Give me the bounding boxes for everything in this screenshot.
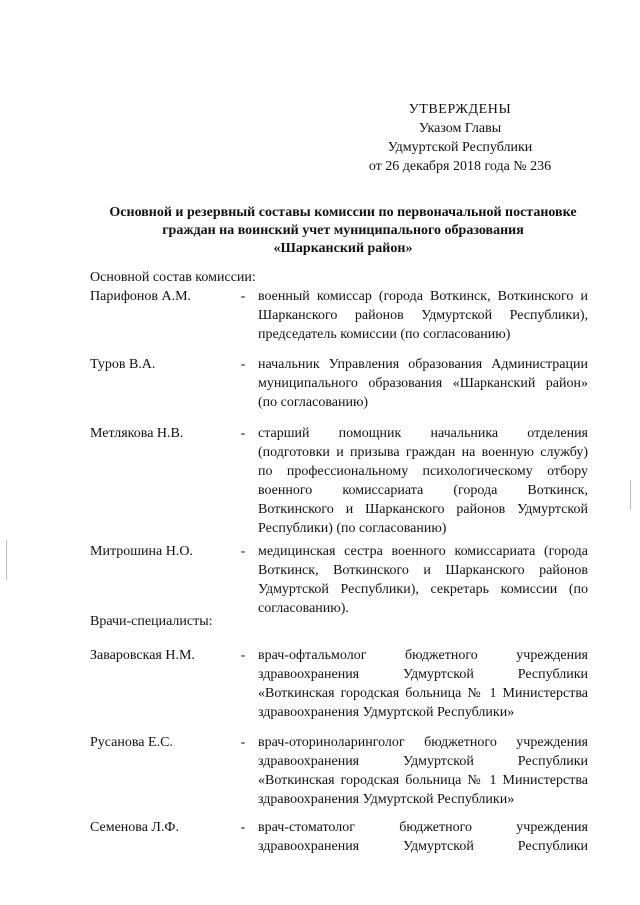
description-line: военного комиссариата (города Воткинск, (258, 483, 588, 498)
specialist-dash: - (240, 820, 246, 835)
scan-artifact (630, 480, 631, 510)
description-line: Республики) (по согласованию) (258, 521, 447, 536)
description-line: старший помощник начальника отделения (258, 426, 588, 441)
description-line: «Воткинская городская больница № 1 Министерства (258, 773, 588, 788)
scan-artifact (6, 540, 7, 580)
approval-date-line: от 26 декабря 2018 года № 236 (368, 159, 552, 174)
description-line: здравоохранения Удмуртской Республики» (258, 705, 515, 720)
description-line: здравоохранения Удмуртской Республики (258, 839, 588, 854)
specialist-dash: - (240, 648, 246, 663)
description-line: врач-оториноларинголог бюджетного учреждения (258, 735, 588, 750)
description-line: здравоохранения Удмуртской Республики (258, 754, 588, 769)
description-line: врач-стоматолог бюджетного учреждения (258, 820, 588, 835)
description-line: «Воткинская городская больница № 1 Министерства (258, 686, 588, 701)
title-line: граждан на воинский учет муниципального образования (162, 223, 524, 238)
member-description (258, 287, 588, 344)
member-name: Парифонов А.М. (90, 289, 192, 304)
approval-heading: УТВЕРЖДЕНЫ (408, 102, 512, 117)
specialist-name: Русанова Е.С. (90, 735, 173, 750)
description-line: муниципального образования «Шарканский район» (258, 376, 588, 391)
member-name: Метлякова Н.В. (90, 426, 184, 441)
description-line: согласованию). (258, 601, 349, 616)
member-dash: - (240, 289, 246, 304)
specialist-name: Заваровская Н.М. (90, 648, 195, 663)
description-line: (по согласованию) (258, 395, 369, 410)
member-description (258, 355, 588, 412)
member-description (258, 542, 588, 618)
member-dash: - (240, 357, 246, 372)
description-line: (подготовки и призыва граждан на военную службу) (258, 445, 588, 460)
member-dash: - (240, 544, 246, 559)
specialist-description (258, 818, 588, 856)
description-line: здравоохранения Удмуртской Республики» (258, 792, 515, 807)
member-description (258, 424, 588, 538)
description-line: Воткинск, Воткинского и Шарканского районов (258, 563, 588, 578)
description-line: Удмуртской Республики), секретарь комиссии (по (258, 582, 588, 597)
description-line: здравоохранения Удмуртской Республики (258, 667, 588, 682)
description-line: Шарканского районов Удмуртской Республики), (258, 308, 588, 323)
title-line: «Шарканский район» (273, 241, 413, 256)
description-line: Воткинского и Шарканского районов Удмуртской (258, 502, 588, 517)
approval-stamp (350, 100, 570, 176)
description-line: председатель комиссии (по согласованию) (258, 327, 511, 342)
member-name: Митрошина Н.О. (90, 544, 193, 559)
description-line: врач-офтальмолог бюджетного учреждения (258, 648, 588, 663)
specialists-label: Врачи-специалисты: (90, 614, 213, 629)
specialist-description (258, 646, 588, 722)
approval-line: Указом Главы (418, 121, 502, 136)
approval-line: Удмуртской Республики (387, 140, 533, 155)
member-name: Туров В.А. (90, 357, 156, 372)
description-line: начальник Управления образования Администрации (258, 357, 588, 372)
description-line: военный комиссар (города Воткинск, Воткинского и (258, 289, 588, 304)
document-title (70, 204, 616, 258)
specialist-dash: - (240, 735, 246, 750)
main-composition-label: Основной состав комиссии: (90, 270, 256, 285)
description-line: медицинская сестра военного комиссариата (города (258, 544, 588, 559)
member-dash: - (240, 426, 246, 441)
description-line: по профессиональному психологическому отбору (258, 464, 588, 479)
title-line: Основной и резервный составы комиссии по первоначальной постановке (109, 205, 577, 220)
specialist-name: Семенова Л.Ф. (90, 820, 179, 835)
specialist-description (258, 733, 588, 809)
